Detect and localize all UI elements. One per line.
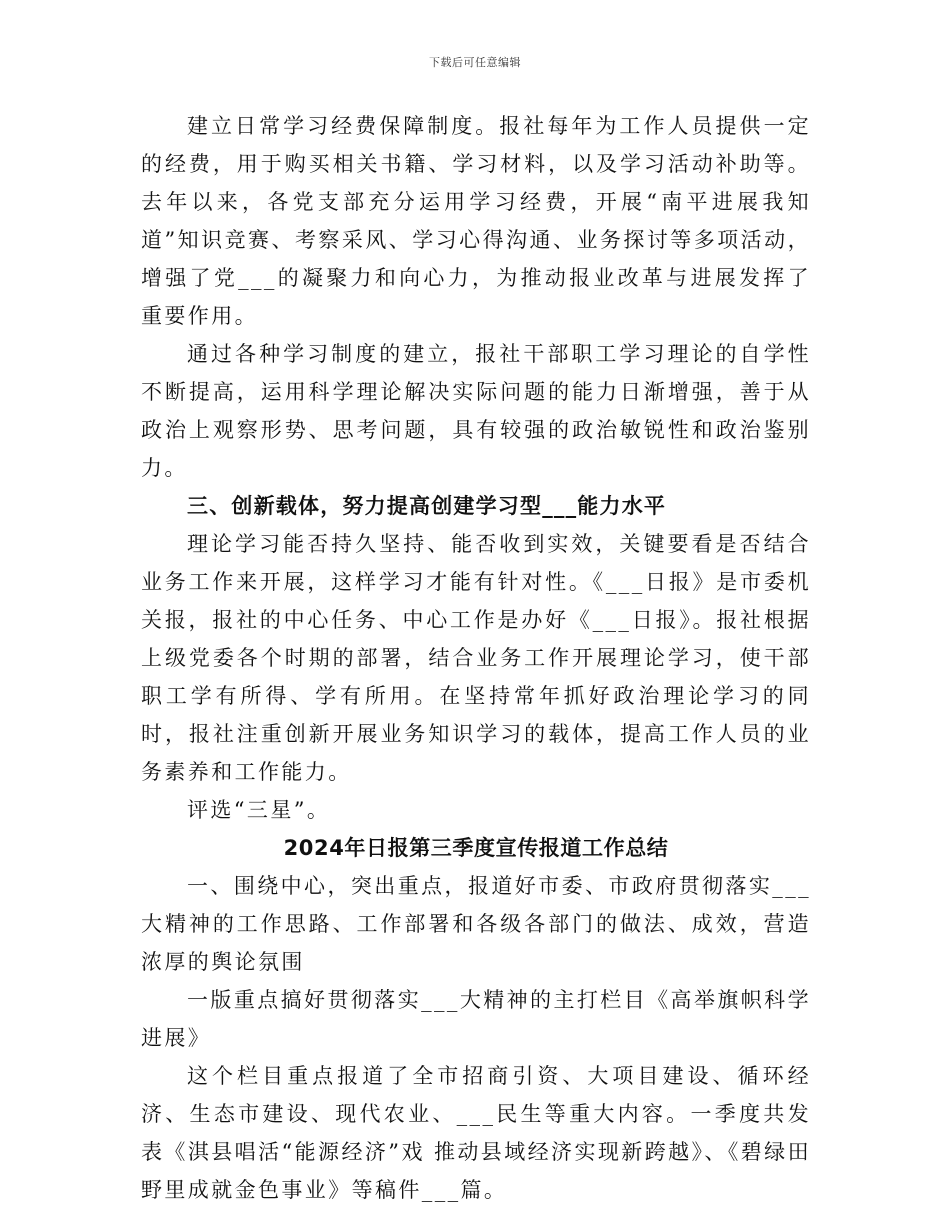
page-header: 下载后可任意编辑: [429, 56, 521, 69]
paragraph-three-stars: 评选“三星”。: [187, 798, 331, 822]
paragraph-theory-study: 理论学习能否持久坚持、能否收到实效，关键要看是否结合业务工作来开展，这样学习才能有针对性。《___日报》是市委机关报，报社的中心任务、中心工作是办好《___日报》。报社根据上级党委各个时期的部署，结合业务工作开展理论学习，使干部职工学有所得、学有所用。在坚持常年抓好政治理论学习的同时，报社注重创新开展业务知识学习的载体，提高工作人员的业务素养和工作能力。: [141, 532, 811, 784]
section-heading-three: 三、创新载体，努力提高创建学习型___能力水平: [187, 494, 667, 518]
paragraph-study-system-effect: 通过各种学习制度的建立，报社干部职工学习理论的自学性不断提高，运用科学理论解决实际问题的能力日渐增强，善于从政治上观察形势、思考问题，具有较强的政治敏锐性和政治鉴别力。: [141, 342, 811, 480]
paragraph-section-one: 一、围绕中心，突出重点，报道好市委、市政府贯彻落实___大精神的工作思路、工作部署和各级各部门的做法、成效，营造浓厚的舆论氛围: [141, 874, 811, 974]
paragraph-study-funding: 建立日常学习经费保障制度。报社每年为工作人员提供一定的经费，用于购买相关书籍、学习材料，以及学习活动补助等。去年以来，各党支部充分运用学习经费，开展“南平进展我知道”知识竞赛、考察采风、学习心得沟通、业务探讨等多项活动，增强了党___的凝聚力和向心力，为推动报业改革与进展发挥了重要作用。: [141, 114, 811, 328]
paragraph-column-coverage: 这个栏目重点报道了全市招商引资、大项目建设、循环经济、生态市建设、现代农业、___民生等重大内容。一季度共发表《淇县唱活“能源经济”戏 推动县域经济实现新跨越》、《碧绿田野里成就金色事业》等稿件___篇。: [141, 1064, 811, 1202]
paragraph-front-page-column: 一版重点搞好贯彻落实___大精神的主打栏目《高举旗帜科学进展》: [141, 988, 811, 1050]
document-body: [141, 107, 811, 1209]
document-title: 2024年日报第三季度宣传报道工作总结: [283, 836, 669, 860]
